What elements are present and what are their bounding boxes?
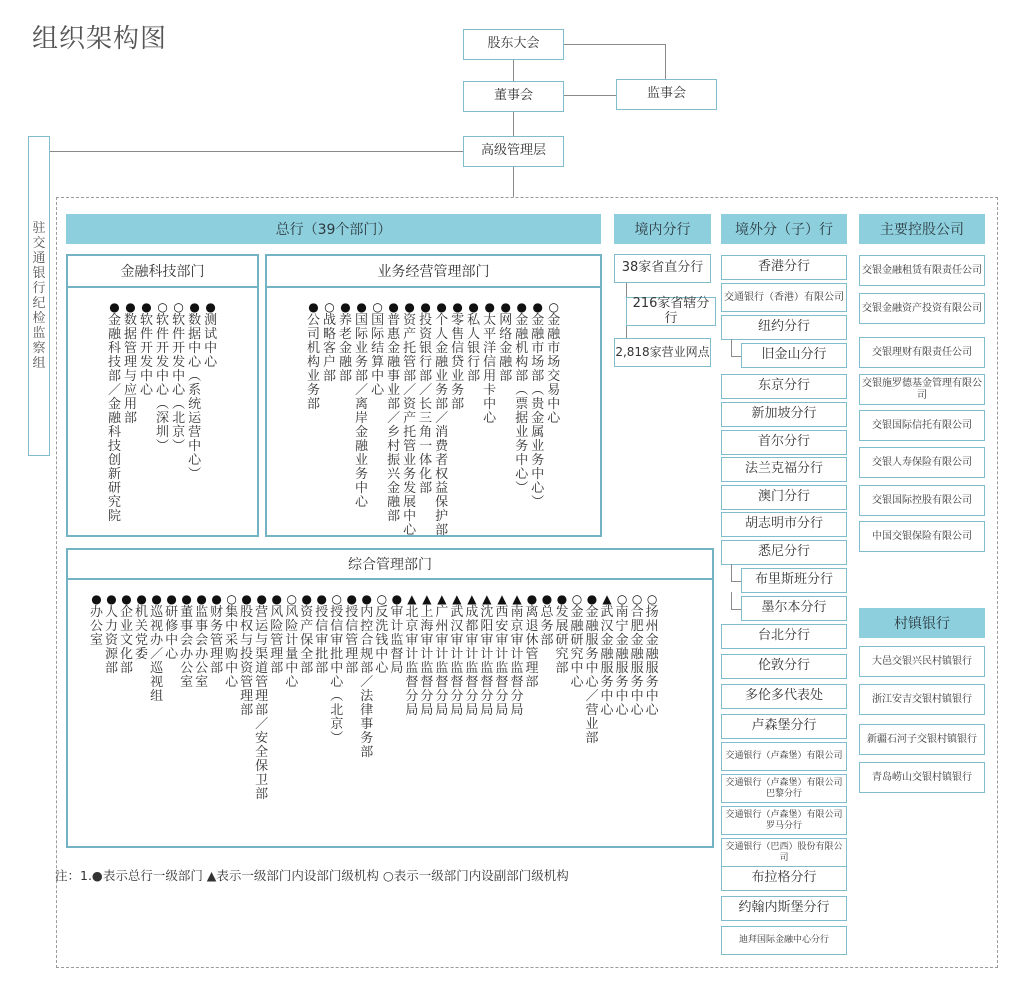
fintech-panel [66,254,259,537]
admin-dept: ● 风 险 管 理 部 [270,592,284,676]
subsidiary-box: 交银金融资产投资有限公司 [859,293,985,324]
connector [665,44,666,79]
connector [513,112,514,136]
fintech-columns [68,288,257,524]
admin-dept: ▲ 上 海 审 计 监 督 分 局 [420,592,434,718]
board-box: 董事会 [463,81,564,112]
shareholders-box: 股东大会 [463,29,564,60]
fintech-dept: ● 软 件 开 发 中 心 [140,300,154,398]
admin-dept: ○ 风 险 计 量 中 心 [285,592,299,690]
admin-dept: ● 授 信 审 批 部 [315,592,329,676]
overseas-branch: 交通银行（卢森堡）有限公司巴黎分行 [721,774,847,803]
business-dept: ● 零 售 信 贷 业 务 部 [451,300,465,412]
fintech-dept: ● 数 据 管 理 与 应 用 部 [124,300,138,426]
admin-dept: ● 财 务 管 理 部 [210,592,224,676]
admin-dept: ▲ 北 京 审 计 监 督 分 局 [405,592,419,718]
subsidiaries-header: 主要控股公司 [859,214,985,244]
village-bank-box: 浙江安吉交银村镇银行 [859,684,985,715]
connector [513,60,514,81]
admin-dept: ▲ 西 安 审 计 监 督 分 局 [495,592,509,718]
business-dept: ● 投 资 银 行 部 ／ 长 三 角 一 体 化 部 [419,300,433,496]
business-title: 业务经营管理部门 [267,256,600,288]
overseas-branch: 卢森堡分行 [721,714,847,739]
discipline-char: 银 [32,266,46,281]
connector [731,592,732,609]
admin-dept: ▲ 武 汉 金 融 服 务 中 心 [600,592,614,718]
admin-dept: ● 董 事 会 办 公 室 [180,592,194,690]
admin-dept: ○ 金 融 研 究 中 心 [570,592,584,690]
overseas-branch: 台北分行 [721,624,847,649]
admin-dept: ● 授 信 管 理 部 [345,592,359,676]
discipline-char: 交 [32,236,46,251]
admin-panel [66,548,714,848]
admin-dept: ● 发 展 研 究 部 [555,592,569,676]
overseas-branch: 迪拜国际金融中心分行 [721,926,847,955]
overseas-branch: 首尔分行 [721,430,847,455]
business-dept: ● 金 融 机 构 部 ︵ 票 据 业 务 中 心 ︶ [515,300,529,496]
discipline-char: 组 [32,356,46,371]
domestic-outlets: 2,818家营业网点 [614,338,711,367]
overseas-branch: 胡志明市分行 [721,512,847,537]
overseas-branch: 香港分行 [721,255,847,280]
fintech-dept: ○ 软 件 开 发 中 心 ︵ 深 圳 ︶ [156,300,170,454]
admin-dept: ● 金 融 服 务 中 心 ／ 营 业 部 [585,592,599,746]
village-bank-box: 大邑交银兴民村镇银行 [859,646,985,677]
admin-dept: ● 监 事 会 办 公 室 [195,592,209,690]
admin-dept: ○ 扬 州 金 融 服 务 中 心 [645,592,659,718]
admin-columns [68,580,712,802]
admin-dept: ● 研 修 中 心 [165,592,179,662]
business-dept: ○ 金 融 市 场 交 易 中 心 [547,300,561,426]
subsidiary-box: 交银施罗德基金管理有限公司 [859,374,985,405]
business-dept: ● 国 际 业 务 部 ／ 离 岸 金 融 业 务 中 心 [355,300,369,510]
connector [513,167,514,197]
business-dept: ● 普 惠 金 融 事 业 部 ／ 乡 村 振 兴 金 融 部 [387,300,401,524]
business-dept: ● 个 人 金 融 业 务 部 ／ 消 费 者 权 益 保 护 部 [435,300,449,538]
discipline-char: 行 [32,281,46,296]
overseas-branch: 布拉格分行 [721,866,847,891]
overseas-branch: 澳门分行 [721,485,847,510]
fintech-dept: ○ 软 件 开 发 中 心 ︵ 北 京 ︶ [172,300,186,454]
supervisors-box: 监事会 [616,79,717,110]
admin-dept: ○ 南 宁 金 融 服 务 中 心 [615,592,629,718]
overseas-branch: 交通银行（巴西）股份有限公司 [721,838,847,867]
legend-note: 注：1.●表示总行一级部门 ▲表示一级部门内设部门级机构 ○表示一级部门内设副部门级机构 [55,868,569,883]
admin-dept: ● 人 力 资 源 部 [105,592,119,676]
overseas-branch: 法兰克福分行 [721,457,847,482]
discipline-char: 监 [32,326,46,341]
overseas-branch: 交通银行（卢森堡）有限公司 [721,742,847,771]
admin-dept: ▲ 武 汉 审 计 监 督 分 局 [450,592,464,718]
connector [564,95,616,96]
admin-dept: ○ 合 肥 金 融 服 务 中 心 [630,592,644,718]
admin-title: 综合管理部门 [68,550,712,580]
connector [731,356,741,357]
subsidiary-box: 交银人寿保险有限公司 [859,447,985,478]
admin-dept: ● 内 控 合 规 部 ／ 法 律 事 务 部 [360,592,374,760]
village-bank-box: 青岛崂山交银村镇银行 [859,762,985,793]
discipline-char: 通 [32,251,46,266]
business-dept: ● 网 络 金 融 部 [499,300,513,384]
business-dept: ○ 战 略 客 户 部 [323,300,337,384]
overseas-branch: 伦敦分行 [721,654,847,679]
fintech-title: 金融科技部门 [68,256,257,288]
business-panel [265,254,602,537]
admin-dept: ▲ 广 州 审 计 监 督 分 局 [435,592,449,718]
admin-dept: ● 机 关 党 委 [135,592,149,662]
overseas-branch: 交通银行（香港）有限公司 [721,283,847,312]
discipline-char: 纪 [32,296,46,311]
connector [731,564,732,581]
connector [731,339,732,356]
hq-header: 总行（39个部门） [66,214,601,244]
admin-dept: ● 资 产 保 全 部 [300,592,314,676]
business-dept: ● 私 人 银 行 部 [467,300,481,384]
subsidiary-box: 交银金融租赁有限责任公司 [859,255,985,286]
discipline-group-box [28,136,50,456]
discipline-char: 驻 [32,221,46,236]
management-box: 高级管理层 [463,136,564,167]
business-columns [267,288,600,538]
business-dept: ● 金 融 市 场 部 ︵ 贵 金 属 业 务 中 心 ︶ [531,300,545,510]
admin-dept: ● 办 公 室 [90,592,104,648]
discipline-group-label [32,221,45,371]
domestic-provincial: 38家省直分行 [614,254,711,283]
discipline-char: 检 [32,311,46,326]
connector [731,581,741,582]
overseas-branch: 悉尼分行 [721,540,847,565]
admin-dept: ● 审 计 监 督 局 [390,592,404,676]
overseas-branch: 新加坡分行 [721,402,847,427]
overseas-branch: 东京分行 [721,374,847,399]
business-dept: ● 资 产 托 管 部 ／ 资 产 托 管 业 务 发 展 中 心 [403,300,417,538]
admin-dept: ● 企 业 文 化 部 [120,592,134,676]
admin-dept: ● 总 务 部 [540,592,554,648]
fintech-dept: ● 测 试 中 心 [204,300,218,370]
overseas-branch: 墨尔本分行 [741,596,847,621]
admin-dept: ● 股 权 与 投 资 管 理 部 [240,592,254,718]
subsidiary-box: 交银理财有限责任公司 [859,337,985,368]
admin-dept: ○ 授 信 审 批 中 心 ︵ 北 京 ︶ [330,592,344,746]
page-title: 组织架构图 [32,24,168,54]
admin-dept: ▲ 成 都 审 计 监 督 分 局 [465,592,479,718]
business-dept: ● 公 司 机 构 业 务 部 [307,300,321,412]
fintech-dept: ● 金 融 科 技 部 ／ 金 融 科 技 创 新 研 究 院 [108,300,122,524]
overseas-branch: 约翰内斯堡分行 [721,896,847,921]
overseas-branch: 交通银行（卢森堡）有限公司罗马分行 [721,806,847,835]
overseas-branch: 旧金山分行 [741,343,847,368]
business-dept: ● 养 老 金 融 部 [339,300,353,384]
fintech-dept: ● 数 据 中 心 ︵ 系 统 运 营 中 心 ︶ [188,300,202,482]
overseas-branch: 布里斯班分行 [741,568,847,593]
business-dept: ● 太 平 洋 信 用 卡 中 心 [483,300,497,426]
connector [50,151,463,152]
village-bank-box: 新疆石河子交银村镇银行 [859,724,985,755]
overseas-branch: 纽约分行 [721,315,847,340]
admin-dept: ● 巡 视 办 ／ 巡 视 组 [150,592,164,704]
admin-dept: ● 离 退 休 管 理 部 [525,592,539,690]
domestic-subprovincial: 216家省辖分行 [626,297,716,326]
discipline-char: 察 [32,341,46,356]
admin-dept: ○ 集 中 采 购 中 心 [225,592,239,690]
subsidiary-box: 交银国际信托有限公司 [859,410,985,441]
subsidiary-box: 交银国际控股有限公司 [859,485,985,516]
business-dept: ○ 国 际 结 算 中 心 [371,300,385,398]
connector [731,609,741,610]
overseas-header: 境外分（子）行 [721,214,847,244]
admin-dept: ▲ 沈 阳 审 计 监 督 分 局 [480,592,494,718]
domestic-header: 境内分行 [614,214,711,244]
village-header: 村镇银行 [859,608,985,638]
admin-dept: ○ 反 洗 钱 中 心 [375,592,389,676]
admin-dept: ▲ 南 京 审 计 监 督 分 局 [510,592,524,718]
overseas-branch: 多伦多代表处 [721,684,847,709]
subsidiary-box: 中国交银保险有限公司 [859,521,985,552]
admin-dept: ● 营 运 与 渠 道 管 理 部 ／ 安 全 保 卫 部 [255,592,269,802]
connector [564,44,665,45]
